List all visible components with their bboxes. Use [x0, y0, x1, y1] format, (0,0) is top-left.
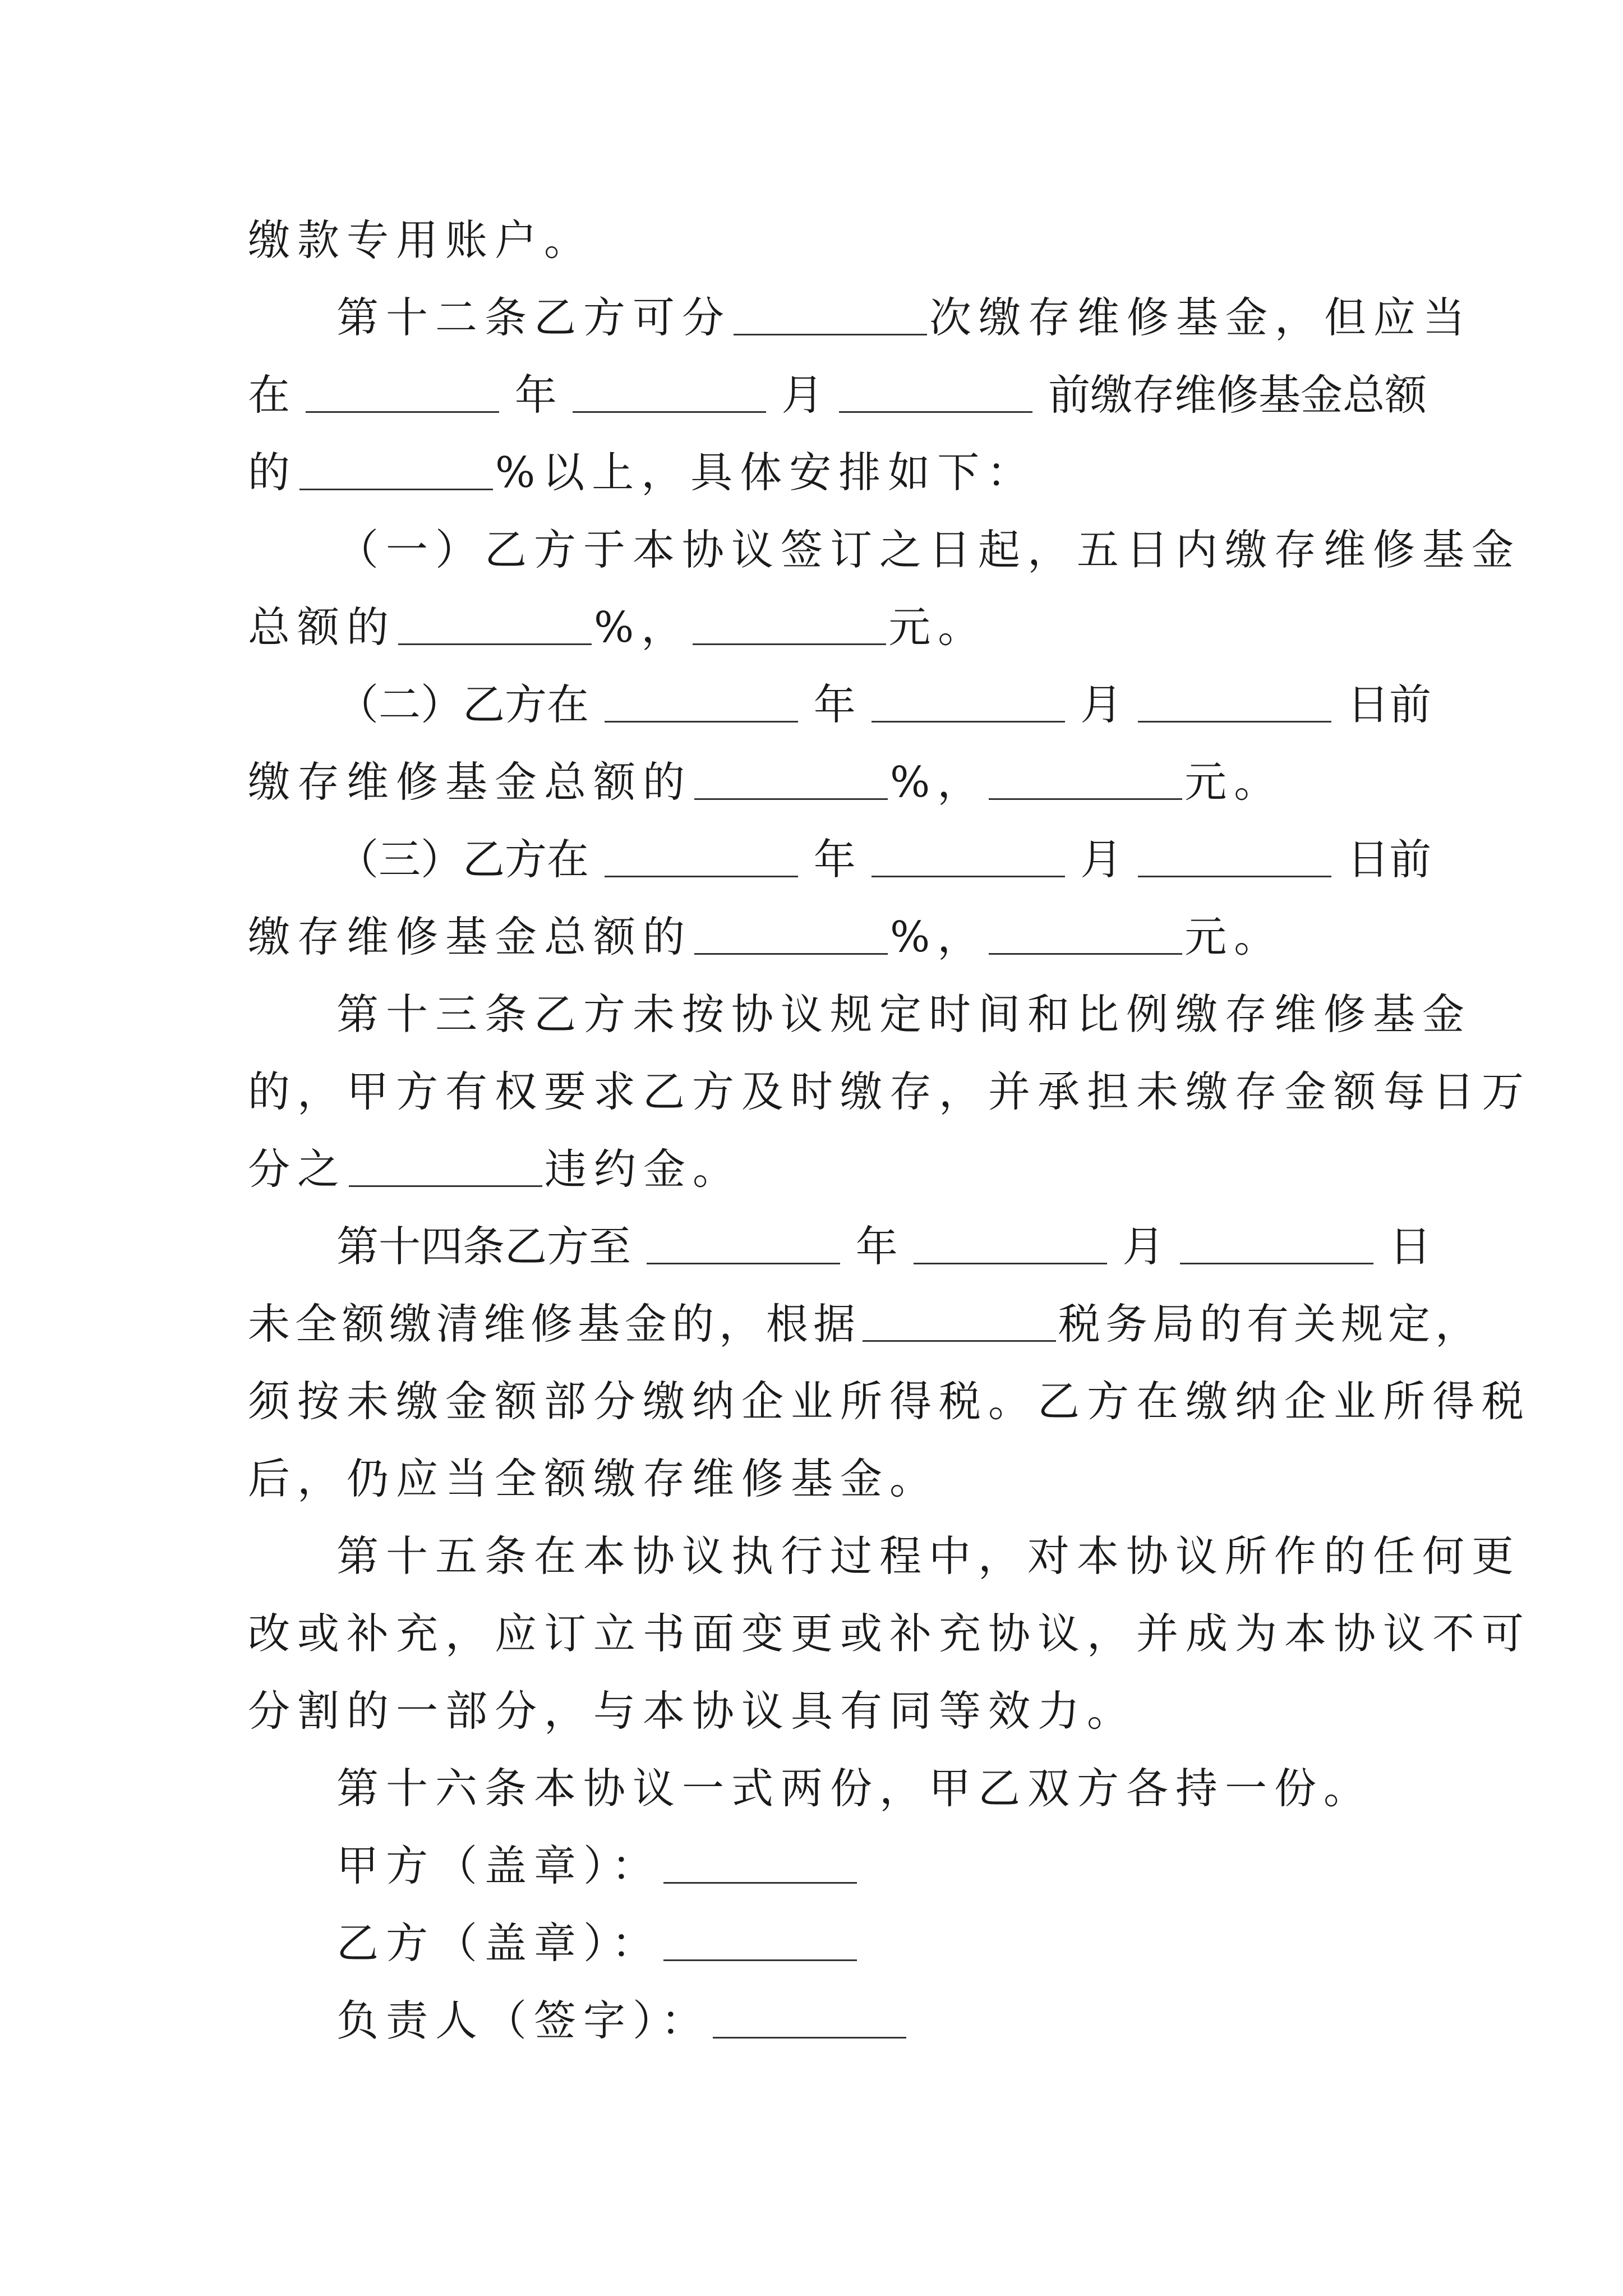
- text-segment: 未全额缴清维修基金的，根据: [248, 1299, 861, 1349]
- text-segment: 日: [1389, 1222, 1432, 1271]
- text-segment: 年: [813, 835, 856, 884]
- fill-blank[interactable]: [694, 951, 888, 955]
- text-segment: 次缴存维修基金，但应当: [929, 293, 1473, 342]
- text-segment: 的，甲方有权要求乙方及时缴存，并承担未缴存金额每日万: [248, 1067, 1532, 1116]
- text-segment: 分之: [248, 1144, 347, 1194]
- text-segment: 须按未缴金额部分缴纳企业所得税。乙方在缴纳企业所得税: [248, 1377, 1532, 1426]
- text-segment: 日前: [1347, 680, 1432, 729]
- text-segment: 总额的: [248, 602, 396, 652]
- fill-blank[interactable]: [734, 332, 927, 335]
- fill-blank[interactable]: [605, 719, 798, 723]
- text-segment: 月: [1122, 1222, 1165, 1271]
- text-segment: 违约金。: [545, 1144, 743, 1194]
- text-segment: 税务局的有关规定，: [1058, 1299, 1483, 1349]
- text-segment: %以上，具体安排如下：: [495, 448, 1036, 497]
- fill-blank[interactable]: [863, 1338, 1056, 1342]
- article-15-line2: [248, 1594, 1532, 1673]
- fill-blank[interactable]: [1180, 1260, 1373, 1264]
- signature-label: 负责人（签字）：: [336, 1996, 711, 2045]
- fill-blank[interactable]: [872, 719, 1065, 723]
- fill-blank[interactable]: [647, 1260, 840, 1264]
- text-segment: 第十四条乙方至: [336, 1222, 631, 1271]
- fill-blank[interactable]: [299, 486, 493, 490]
- text-segment: 第十三条乙方未按协议规定时间和比例缴存维修基金: [336, 990, 1472, 1039]
- text-segment: 年: [855, 1222, 898, 1271]
- article-13-line1: [336, 975, 1472, 1053]
- text-segment: 在: [248, 370, 291, 420]
- article-12-line2: [248, 356, 1427, 434]
- text-segment: 缴款专用账户。: [248, 215, 594, 265]
- signature-blank[interactable]: [663, 1957, 857, 1961]
- signature-label: 乙方（盖章）：: [336, 1918, 661, 1968]
- item-3-line2: [248, 898, 1381, 976]
- article-13-line2: [248, 1052, 1532, 1131]
- signature-blank[interactable]: [663, 1880, 857, 1884]
- text-segment: 第十五条在本协议执行过程中，对本协议所作的任何更: [336, 1531, 1521, 1581]
- fill-blank[interactable]: [349, 1183, 542, 1187]
- text-line: [248, 201, 1381, 279]
- article-14-line4: [248, 1439, 1381, 1518]
- text-segment: 第十二条乙方可分: [336, 293, 732, 342]
- item-1-line1: [336, 510, 1521, 589]
- text-segment: 缴存维修基金总额的: [248, 912, 693, 961]
- text-segment: %，: [890, 912, 987, 961]
- signature-person: [336, 1981, 1469, 2060]
- article-16: [336, 1749, 1469, 1828]
- fill-blank[interactable]: [989, 796, 1182, 800]
- signature-party-b: [336, 1904, 1469, 1982]
- text-segment: 的: [248, 448, 298, 497]
- article-15-line3: [248, 1672, 1381, 1750]
- fill-blank[interactable]: [694, 796, 888, 800]
- fill-blank[interactable]: [573, 409, 766, 413]
- signature-party-a: [336, 1826, 1469, 1905]
- text-segment: （一）乙方于本协议签订之日起，五日内缴存维修基金: [336, 525, 1521, 574]
- article-14-line1: [336, 1207, 1432, 1286]
- item-2-line2: [248, 743, 1381, 821]
- fill-blank[interactable]: [398, 641, 592, 645]
- signature-blank[interactable]: [713, 2035, 906, 2039]
- text-segment: %，: [594, 602, 691, 652]
- text-segment: （三）乙方在: [336, 835, 589, 884]
- text-segment: 改或补充，应订立书面变更或补充协议，并成为本协议不可: [248, 1609, 1532, 1658]
- fill-blank[interactable]: [1138, 719, 1331, 723]
- text-segment: 元。: [888, 602, 988, 652]
- article-13-line3: [248, 1130, 1381, 1208]
- text-segment: 日前: [1347, 835, 1432, 884]
- text-segment: 月: [1080, 835, 1123, 884]
- text-segment: 月: [781, 370, 824, 420]
- item-2-line1: [336, 665, 1432, 744]
- text-segment: 年: [813, 680, 856, 729]
- text-segment: 前缴存维修基金总额: [1048, 370, 1427, 420]
- fill-blank[interactable]: [872, 873, 1065, 877]
- text-segment: 分割的一部分，与本协议具有同等效力。: [248, 1686, 1137, 1736]
- article-12-line3: [248, 433, 1381, 512]
- text-segment: 缴存维修基金总额的: [248, 757, 693, 807]
- fill-blank[interactable]: [989, 951, 1182, 955]
- fill-blank[interactable]: [839, 409, 1032, 413]
- article-14-line3: [248, 1362, 1532, 1441]
- text-segment: 后，仍应当全额缴存维修基金。: [248, 1454, 939, 1503]
- text-segment: 元。: [1184, 757, 1284, 807]
- text-segment: （二）乙方在: [336, 680, 589, 729]
- text-segment: 元。: [1184, 912, 1284, 961]
- article-14-line2: [248, 1285, 1483, 1363]
- text-segment: 年: [514, 370, 557, 420]
- fill-blank[interactable]: [1138, 873, 1331, 877]
- text-segment: 第十六条本协议一式两份，甲乙双方各持一份。: [336, 1764, 1373, 1813]
- fill-blank[interactable]: [693, 641, 886, 645]
- article-15-line1: [336, 1517, 1521, 1595]
- item-3-line1: [336, 820, 1432, 899]
- fill-blank[interactable]: [914, 1260, 1107, 1264]
- text-segment: %，: [890, 757, 987, 807]
- item-1-line2: [248, 588, 1381, 666]
- article-12-line1: [336, 278, 1473, 357]
- text-segment: 月: [1080, 680, 1123, 729]
- fill-blank[interactable]: [306, 409, 499, 413]
- fill-blank[interactable]: [605, 873, 798, 877]
- signature-label: 甲方（盖章）：: [336, 1841, 661, 1890]
